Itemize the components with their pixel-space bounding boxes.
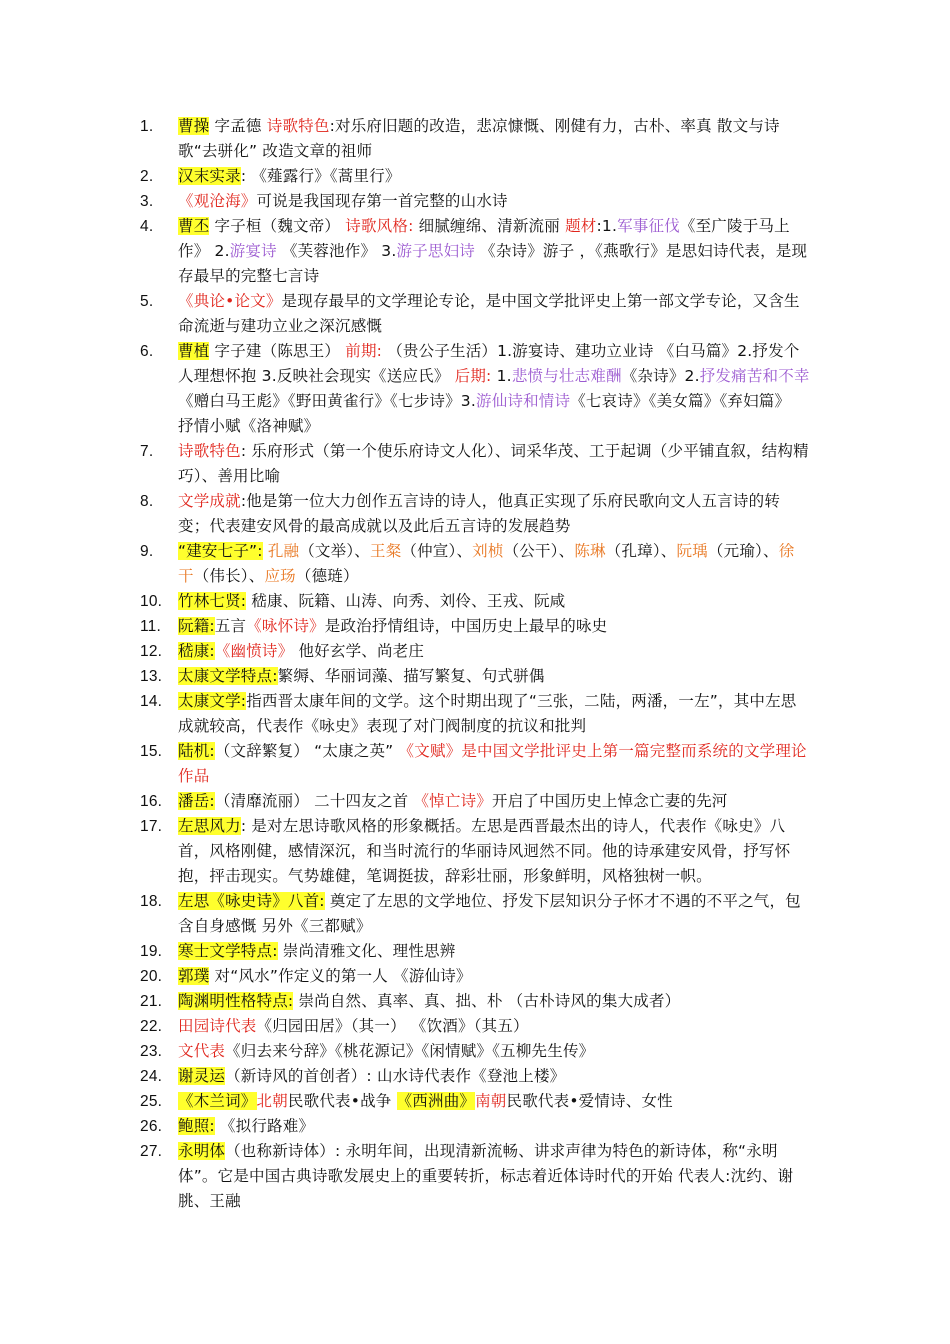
orange-term: 应玚 (264, 567, 296, 585)
item-text: 《至广陵于马上作》 2. (178, 217, 790, 260)
list-item (140, 539, 810, 589)
red-term: 文代表 (178, 1042, 226, 1060)
red-term: 诗歌特色 (266, 117, 330, 135)
item-number: 4. (140, 218, 154, 235)
item-text: 是现存最早的文学理论专论，是中国文学批评史上第一部文学专论，又含生命流逝与建功立业之深沉感慨 (178, 292, 800, 335)
item-text: 《拟行路难》 (214, 1117, 315, 1135)
highlighted-term: 太康文学特点: (178, 667, 278, 685)
item-number: 9. (140, 543, 154, 560)
item-text: 可说是我国现存第一首完整的山水诗 (256, 192, 508, 210)
list-item (140, 589, 810, 614)
item-text: （也称新诗体）: 永明年间，出现清新流畅、讲求声律为特色的新诗体，称“永明体”。它是中国古典诗歌发展史上的重要转折，标志着近体诗时代的开始 代表人:沈约、谢朓、王融 (178, 1142, 794, 1210)
item-text: 民歌代表•爱情诗、女性 (506, 1092, 673, 1110)
item-text: :1. (596, 217, 618, 235)
item-number: 20. (140, 968, 163, 985)
highlighted-term: 左思《咏史诗》八首: (178, 892, 325, 910)
list-item (140, 889, 810, 939)
list-item (140, 214, 810, 289)
list-item (140, 1139, 810, 1214)
item-number: 1. (140, 118, 154, 135)
red-term: 《典论•论文》 (178, 292, 282, 310)
item-text: （清靡流丽） 二十四友之首 (214, 792, 414, 810)
highlighted-term: 嵇康: (178, 642, 215, 660)
item-text: 《七哀诗》《美女篇》《弃妇篇》 抒情小赋《洛神赋》 (178, 392, 791, 435)
list-item (140, 1064, 810, 1089)
highlighted-term: 《西洲曲》 (396, 1092, 476, 1110)
notes-list (140, 114, 810, 1214)
item-text: 《杂诗》游子 ，《燕歌行》是思妇诗代表，是现存最早的完整七言诗 (178, 242, 808, 285)
item-text: 五言 (214, 617, 247, 635)
item-number: 25. (140, 1093, 163, 1110)
item-text: 《杂诗》2. (621, 367, 700, 385)
item-text: （新诗风的首创者）: 山水诗代表作《登池上楼》 (225, 1067, 566, 1085)
red-term: 《悼亡诗》 (413, 792, 492, 810)
orange-term: 刘桢 (472, 542, 504, 560)
orange-term: 陈琳 (574, 542, 606, 560)
red-term: 《文赋》是中国文学批评史上第一篇完整而系统的文学理论作品 (178, 742, 807, 785)
list-item (140, 689, 810, 739)
list-item (140, 289, 810, 339)
list-item (140, 739, 810, 789)
highlighted-term: 潘岳: (178, 792, 215, 810)
red-term: 文学成就 (178, 492, 241, 510)
item-text: 指西晋太康年间的文学。这个时期出现了“三张，二陆，两潘，一左”，其中左思成就较高，代表作《咏史》表现了对门阀制度的抗议和批判 (178, 692, 797, 735)
item-number: 11. (140, 618, 161, 635)
item-number: 23. (140, 1043, 163, 1060)
list-item (140, 189, 810, 214)
item-number: 26. (140, 1118, 163, 1135)
item-text: 开启了中国历史上悼念亡妻的先河 (492, 792, 728, 810)
highlighted-term: 永明体 (178, 1142, 226, 1160)
item-number: 16. (140, 793, 163, 810)
highlighted-term: 谢灵运 (178, 1067, 226, 1085)
item-text: 字孟德 (209, 117, 267, 135)
item-number: 5. (140, 293, 154, 310)
purple-term: 游宴诗 (229, 242, 277, 260)
item-text: 崇尚清雅文化、理性思辨 (277, 942, 456, 960)
red-term: 《幽愤诗》 (214, 642, 294, 660)
item-text: 奠定了左思的文学地位、抒发下层知识分子怀才不遇的不平之气，包含自身感慨 另外《三都赋》 (178, 892, 801, 935)
item-text: 1. (491, 367, 512, 385)
item-text: 《归去来兮辞》《桃花源记》《闲情赋》《五柳先生传》 (225, 1042, 595, 1060)
list-item (140, 114, 810, 164)
orange-term: 徐干 (178, 542, 795, 585)
highlighted-term: 竹林七贤: (178, 592, 247, 610)
item-text: :对乐府旧题的改造，悲凉慷慨、刚健有力，古朴、率真 散文与诗歌“去骈化” 改造文章的祖师 (178, 117, 780, 160)
item-text: : 是对左思诗歌风格的形象概括。左思是西晋最杰出的诗人，代表作《咏史》八首，风格刚健，感情深沉，和当时流行的华丽诗风迥然不同。他的诗承建安风骨，抒写怀抱，抨击现实。气势雄健，笔调挺拔，辞彩壮丽，形象鲜明，风格独树一帜。 (178, 817, 791, 885)
list-item (140, 1014, 810, 1039)
item-text: 嵇康、阮籍、山涛、向秀、刘伶、王戎、阮咸 (246, 592, 566, 610)
item-text: 《归园田居》（其一） 《饮酒》（其五） (256, 1017, 529, 1035)
item-text: :他是第一位大力创作五言诗的诗人，他真正实现了乐府民歌向文人五言诗的转变；代表建安风骨的最高成就以及此后五言诗的发展趋势 (178, 492, 781, 535)
highlighted-term: “建安七子”: (178, 542, 263, 560)
item-text: 对“风水”作定义的第一人 《游仙诗》 (209, 967, 472, 985)
item-number: 3. (140, 193, 154, 210)
list-item (140, 989, 810, 1014)
item-text: 崇尚自然、真率、真、拙、朴 （古朴诗风的集大成者） (293, 992, 681, 1010)
item-text: 《芙蓉池作》 3. (276, 242, 397, 260)
red-term: 《咏怀诗》 (246, 617, 325, 635)
list-item (140, 489, 810, 539)
item-number: 15. (140, 743, 163, 760)
item-number: 13. (140, 668, 163, 685)
list-item (140, 639, 810, 664)
red-term: 田园诗代表 (178, 1017, 257, 1035)
list-item (140, 439, 810, 489)
item-number: 17. (140, 818, 163, 835)
orange-term: 孔融 (267, 542, 300, 560)
item-number: 7. (140, 443, 154, 460)
highlighted-term: 鲍照: (178, 1117, 215, 1135)
item-text: （伟长）、 (193, 567, 265, 585)
item-text: 《赠白马王彪》《野田黄雀行》《七步诗》3. (178, 392, 476, 410)
list-item (140, 1114, 810, 1139)
list-item (140, 339, 810, 439)
item-text: （元瑜）、 (707, 542, 779, 560)
item-text: 是政治抒情组诗，中国历史上最早的咏史 (324, 617, 608, 635)
item-number: 18. (140, 893, 163, 910)
list-item (140, 814, 810, 889)
item-number: 12. (140, 643, 163, 660)
purple-term: 游子思妇诗 (396, 242, 475, 260)
red-term: 前期: (345, 342, 383, 360)
highlighted-term: 曹丕 (178, 217, 210, 235)
highlighted-term: 太康文学: (178, 692, 247, 710)
highlighted-term: 陶渊明性格特点: (178, 992, 294, 1010)
red-term: 诗歌特色 (178, 442, 241, 460)
item-text: 民歌代表•战争 (287, 1092, 397, 1110)
item-number: 19. (140, 943, 163, 960)
highlighted-term: 郭璞 (178, 967, 210, 985)
orange-term: 阮瑀 (676, 542, 708, 560)
item-text: 字子桓（魏文帝） (209, 217, 346, 235)
list-item (140, 664, 810, 689)
purple-term: 悲愤与壮志难酬 (511, 367, 622, 385)
red-term: 北朝 (256, 1092, 288, 1110)
list-item (140, 939, 810, 964)
highlighted-term: 左思风力 (178, 817, 241, 835)
item-text: （文举）、 (299, 542, 370, 560)
item-text: : 乐府形式（第一个使乐府诗文人化）、词采华茂、工于起调（少平铺直叙，结构精巧）、善用比喻 (178, 442, 809, 485)
item-text: （仲宣）、 (401, 542, 473, 560)
list-item (140, 789, 810, 814)
red-term: 《观沧海》 (178, 192, 257, 210)
item-text: （德琏） (295, 567, 359, 585)
item-text: （文辞繁复） “太康之英” (214, 742, 399, 760)
red-term: 南朝 (475, 1092, 507, 1110)
highlighted-term: 曹植 (178, 342, 210, 360)
item-number: 6. (140, 343, 154, 360)
item-text: （贵公子生活）1.游宴诗、建功立业诗 《白马篇》2.抒发个人理想怀抱 3.反映社会现实《送应氏》 (178, 342, 800, 385)
highlighted-term: 阮籍: (178, 617, 215, 635)
list-item (140, 1089, 810, 1114)
purple-term: 游仙诗和情诗 (476, 392, 571, 410)
list-item (140, 1039, 810, 1064)
red-term: 题材 (565, 217, 597, 235)
item-number: 10. (140, 593, 163, 610)
list-item (140, 614, 810, 639)
item-number: 2. (140, 168, 154, 185)
item-number: 24. (140, 1068, 163, 1085)
highlighted-term: 汉末实录 (178, 167, 241, 185)
item-number: 8. (140, 493, 154, 510)
item-text: 细腻缠绵、清新流丽 (413, 217, 566, 235)
highlighted-term: 曹操 (178, 117, 210, 135)
orange-term: 王粲 (370, 542, 402, 560)
red-term: 后期: (454, 367, 492, 385)
item-text: （孔璋）、 (605, 542, 677, 560)
purple-term: 军事征伐 (617, 217, 680, 235)
purple-term: 抒发痛苦和不幸 (699, 367, 810, 385)
item-text: 他好玄学、尚老庄 (293, 642, 425, 660)
list-item (140, 964, 810, 989)
item-text: : 《薤露行》《蒿里行》 (240, 167, 401, 185)
item-text: 字子建（陈思王） (209, 342, 346, 360)
item-text: （公干）、 (503, 542, 575, 560)
red-term: 诗歌风格: (345, 217, 414, 235)
item-number: 27. (140, 1143, 163, 1160)
highlighted-term: 《木兰词》 (178, 1092, 257, 1110)
item-number: 21. (140, 993, 163, 1010)
highlighted-term: 寒士文学特点: (178, 942, 278, 960)
list-item (140, 164, 810, 189)
highlighted-term: 陆机: (178, 742, 215, 760)
item-number: 14. (140, 693, 163, 710)
item-text: 繁缛、华丽词藻、描写繁复、句式骈偶 (277, 667, 545, 685)
item-number: 22. (140, 1018, 163, 1035)
